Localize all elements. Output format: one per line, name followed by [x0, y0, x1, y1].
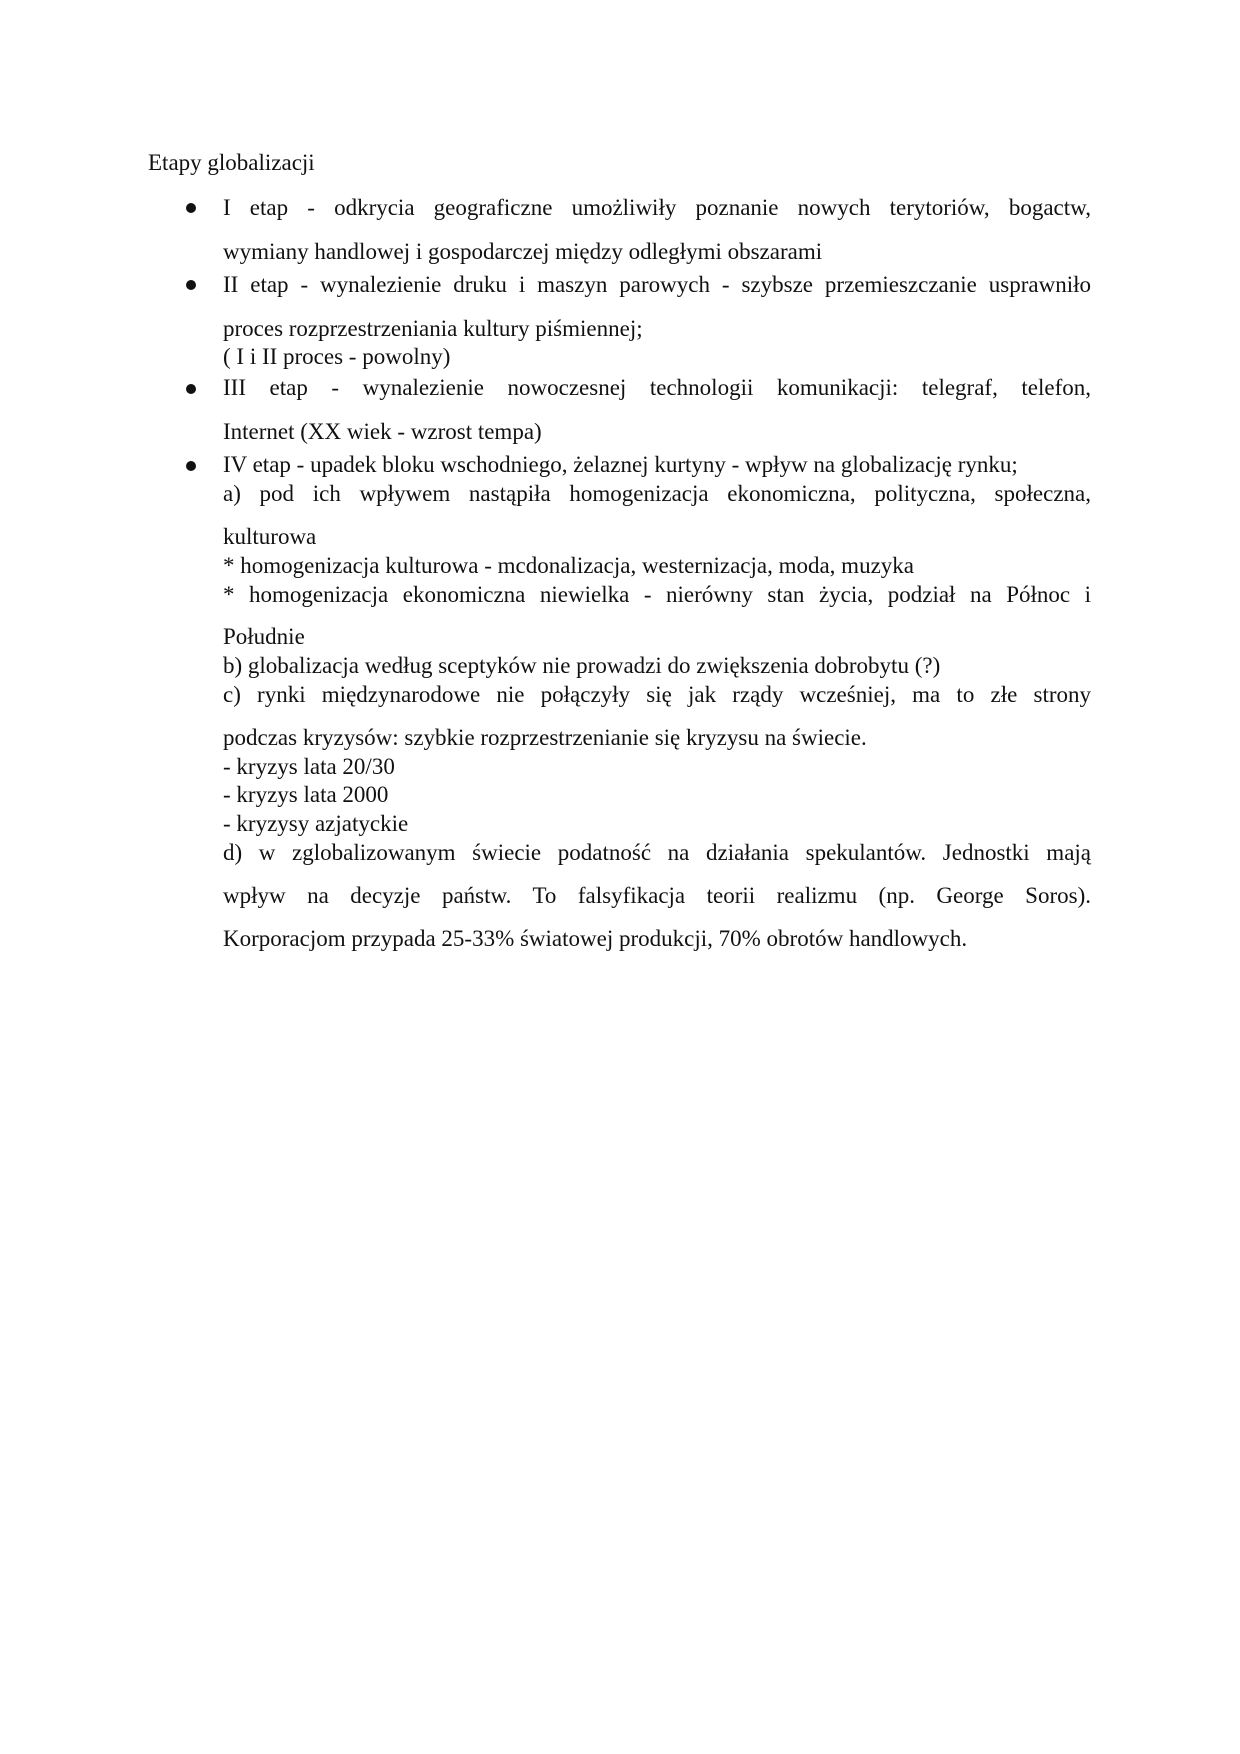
text-line: - kryzysy azjatyckie: [223, 811, 409, 836]
text-line: c) rynki międzynarodowe nie połączyły się jak rządy wcześniej, ma to złe strony: [223, 682, 1091, 707]
text-line: d) w zglobalizowanym świecie podatność na działania spekulantów. Jednostki mają: [223, 840, 1091, 865]
text-line: podczas kryzysów: szybkie rozprzestrzenianie się kryzysu na świecie.: [223, 725, 867, 750]
text-line: Internet (XX wiek - wzrost tempa): [223, 419, 542, 444]
text-line: * homogenizacja ekonomiczna niewielka - nierówny stan życia, podział na Północ i: [223, 582, 1091, 607]
text-line: proces rozprzestrzeniania kultury piśmiennej;: [223, 316, 643, 341]
text-line: IV etap - upadek bloku wschodniego, żelaznej kurtyny - wpływ na globalizację rynku;: [223, 452, 1018, 477]
text-line: - kryzys lata 2000: [223, 782, 389, 807]
text-line: wymiany handlowej i gospodarczej między odległymi obszarami: [223, 239, 823, 264]
text-line: * homogenizacja kulturowa - mcdonalizacja, westernizacja, moda, muzyka: [223, 553, 914, 578]
bullet-icon: [186, 203, 196, 213]
text-line: a) pod ich wpływem nastąpiła homogenizacja ekonomiczna, polityczna, społeczna,: [223, 481, 1091, 506]
text-line: III etap - wynalezienie nowoczesnej technologii komunikacji: telegraf, telefon,: [223, 375, 1091, 400]
text-line: wpływ na decyzje państw. To falsyfikacja teorii realizmu (np. George Soros).: [223, 883, 1091, 908]
text-line: Korporacjom przypada 25-33% światowej produkcji, 70% obrotów handlowych.: [223, 926, 968, 951]
text-line: kulturowa: [223, 524, 317, 549]
text-line: I etap - odkrycia geograficzne umożliwiły poznanie nowych terytoriów, bogactw,: [223, 195, 1091, 220]
text-line: b) globalizacja według sceptyków nie prowadzi do zwiększenia dobrobytu (?): [223, 653, 941, 678]
text-line: II etap - wynalezienie druku i maszyn parowych - szybsze przemieszczanie usprawniło: [223, 272, 1091, 297]
text-line: - kryzys lata 20/30: [223, 754, 395, 779]
text-line: Południe: [223, 624, 305, 649]
bullet-icon: [186, 461, 196, 471]
bullet-icon: [186, 384, 196, 394]
text-line: ( I i II proces - powolny): [223, 344, 451, 369]
document-title: Etapy globalizacji: [148, 150, 315, 175]
bullet-icon: [186, 280, 196, 290]
